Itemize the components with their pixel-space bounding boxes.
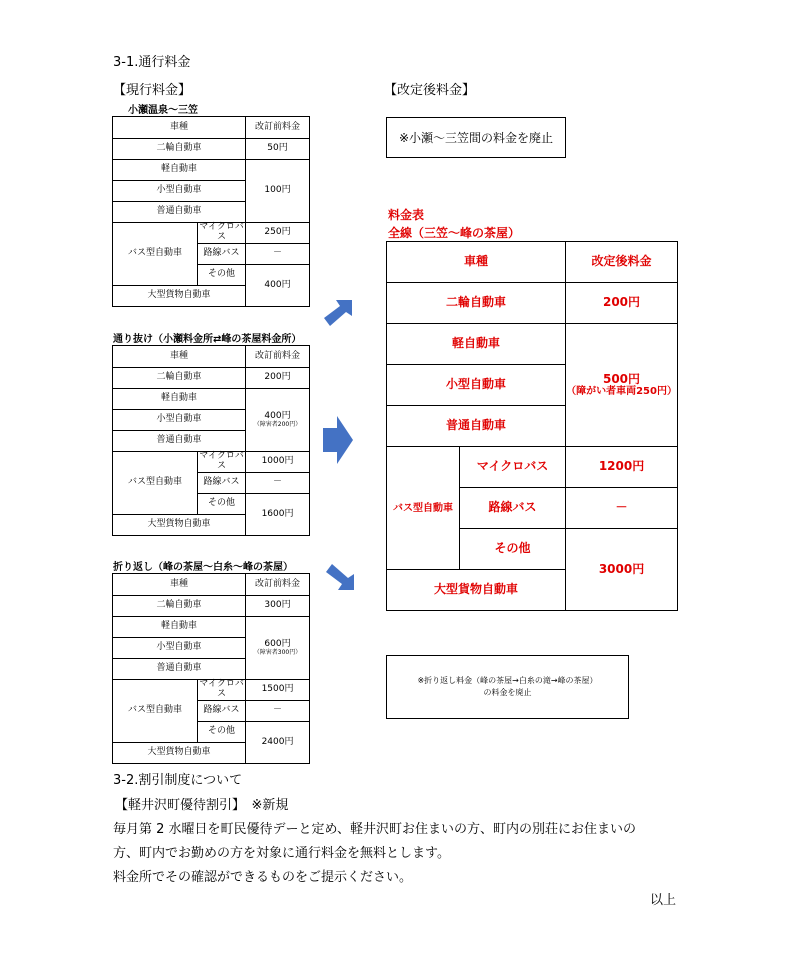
row-normal: 普通自動車 — [387, 406, 566, 447]
price-route: － — [246, 244, 310, 265]
header-type: 車種 — [113, 346, 246, 368]
row-light: 軽自動車 — [387, 324, 566, 365]
row-normal: 普通自動車 — [113, 202, 246, 223]
row-route: 路線バス — [198, 244, 246, 265]
table4-revised-fees — [386, 241, 678, 611]
header-price: 改訂前料金 — [246, 117, 310, 139]
header-price: 改訂前料金 — [246, 346, 310, 368]
row-twowheel: 二輪自動車 — [113, 368, 246, 389]
price-large: 1600円 — [246, 494, 310, 536]
price-group-note: （障がい者車両250円） — [566, 386, 677, 398]
row-small: 小型自動車 — [387, 365, 566, 406]
row-other: その他 — [460, 529, 566, 570]
price-twowheel: 200円 — [566, 283, 678, 324]
row-light: 軽自動車 — [113, 617, 246, 638]
row-light: 軽自動車 — [113, 160, 246, 181]
row-bus: バス型自動車 — [113, 452, 198, 515]
price-micro: 1000円 — [246, 452, 310, 473]
price-group-value: 400円 — [264, 410, 291, 421]
header-type: 車種 — [113, 574, 246, 596]
row-small: 小型自動車 — [113, 181, 246, 202]
row-route: 路線バス — [198, 473, 246, 494]
discount-label: 【軽井沢町優待割引】 ※新規 — [115, 798, 289, 813]
fee-table-title: 料金表 — [388, 208, 425, 222]
price-group: 100円 — [246, 160, 310, 223]
row-bus: バス型自動車 — [387, 447, 460, 570]
price-group-note: （障害者300円） — [253, 648, 302, 656]
header-type: 車種 — [113, 117, 246, 139]
section-heading-3-1: 3-1.通行料金 — [113, 55, 191, 70]
price-group-note: （障害者200円） — [253, 420, 302, 428]
row-twowheel: 二輪自動車 — [387, 283, 566, 324]
row-other: その他 — [198, 722, 246, 743]
row-micro: マイクロバス — [199, 222, 244, 242]
paragraph-line-1: 毎月第 2 水曜日を町民優待デーと定め、軽井沢町お住まいの方、町内の別荘にお住まいの — [113, 822, 637, 837]
price-twowheel: 200円 — [246, 368, 310, 389]
price-micro: 1500円 — [246, 680, 310, 701]
row-large: 大型貨物自動車 — [113, 515, 246, 536]
price-large: 2400円 — [246, 722, 310, 764]
row-large: 大型貨物自動車 — [113, 743, 246, 764]
row-route: 路線バス — [198, 701, 246, 722]
price-large: 3000円 — [566, 529, 678, 611]
price-route: － — [246, 473, 310, 494]
row-small: 小型自動車 — [113, 410, 246, 431]
abolish-note-2 — [386, 655, 629, 719]
price-route: － — [566, 488, 678, 529]
row-micro: マイクロバス — [199, 679, 244, 699]
closing-text: 以上 — [650, 893, 677, 908]
row-bus: バス型自動車 — [113, 223, 198, 286]
row-micro: マイクロバス — [199, 451, 244, 471]
row-route: 路線バス — [460, 488, 566, 529]
price-group — [246, 389, 310, 452]
revised-fee-label: 【改定後料金】 — [384, 83, 476, 98]
price-twowheel: 300円 — [246, 596, 310, 617]
arrow-right-icon — [323, 416, 353, 464]
table3-title: 折り返し（峰の茶屋～白糸～峰の茶屋） — [113, 562, 293, 573]
fee-table-subtitle: 全線（三笠～峰の茶屋） — [388, 226, 521, 240]
arrow-up-right-icon — [322, 558, 358, 594]
price-group — [246, 617, 310, 680]
price-group-value: 600円 — [264, 638, 291, 649]
row-other: その他 — [198, 494, 246, 515]
header-price: 改定後料金 — [566, 242, 678, 283]
paragraph-line-3: 料金所でその確認ができるものをご提示ください。 — [113, 870, 413, 885]
row-large: 大型貨物自動車 — [387, 570, 566, 611]
current-fee-label: 【現行料金】 — [113, 83, 192, 98]
price-large: 400円 — [246, 265, 310, 307]
row-micro: マイクロバス — [460, 447, 566, 488]
row-bus: バス型自動車 — [113, 680, 198, 743]
table2-title: 通り抜け（小瀬料金所⇄峰の茶屋料金所） — [113, 334, 302, 345]
section-heading-3-2: 3-2.割引制度について — [113, 773, 243, 788]
price-group — [566, 324, 678, 447]
row-other: その他 — [198, 265, 246, 286]
row-normal: 普通自動車 — [113, 659, 246, 680]
row-twowheel: 二輪自動車 — [113, 596, 246, 617]
header-type: 車種 — [387, 242, 566, 283]
arrow-down-right-icon — [320, 296, 356, 332]
price-route: － — [246, 701, 310, 722]
row-normal: 普通自動車 — [113, 431, 246, 452]
table2-current-fees — [112, 345, 310, 536]
price-micro: 250円 — [246, 223, 310, 244]
table1-title: 小瀬温泉～三笠 — [128, 105, 198, 116]
table3-current-fees — [112, 573, 310, 764]
row-twowheel: 二輪自動車 — [113, 139, 246, 160]
header-price: 改訂前料金 — [246, 574, 310, 596]
paragraph-line-2: 方、町内でお勤めの方を対象に通行料金を無料とします。 — [113, 846, 450, 861]
price-group-value: 500円 — [602, 371, 641, 386]
price-twowheel: 50円 — [246, 139, 310, 160]
table1-current-fees — [112, 116, 310, 307]
abolish-note-1: ※小瀬～三笠間の料金を廃止 — [386, 117, 566, 158]
row-light: 軽自動車 — [113, 389, 246, 410]
row-large: 大型貨物自動車 — [113, 286, 246, 307]
price-micro: 1200円 — [566, 447, 678, 488]
abolish-note-2-line1: ※折り返し料金（峰の茶屋→白糸の滝→峰の茶屋） — [417, 676, 598, 685]
abolish-note-2-line2: の料金を廃止 — [483, 688, 532, 697]
row-small: 小型自動車 — [113, 638, 246, 659]
